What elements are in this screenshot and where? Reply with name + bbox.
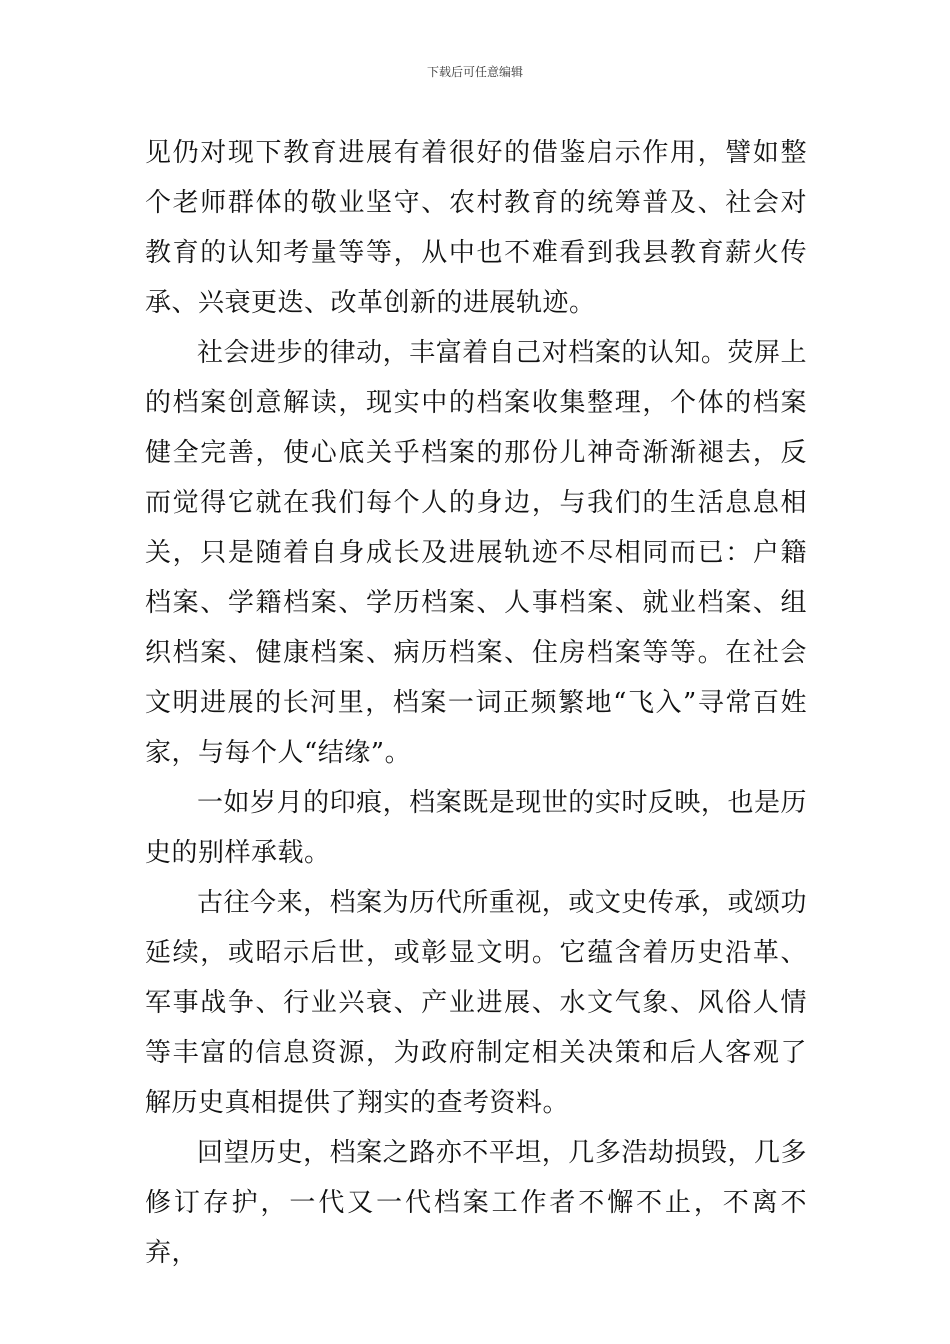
paragraph-1: 见仍对现下教育进展有着很好的借鉴启示作用，譬如整个老师群体的敬业坚守、农村教育的统筹普及、社会对教育的认知考量等等，从中也不难看到我县教育薪火传承、兴衰更迭、改革创新的进展轨迹。 [145, 138, 807, 318]
page-header: 下载后可任意编辑 [426, 65, 523, 79]
paragraph-4: 古往今来，档案为历代所重视，或文史传承，或颂功延续，或昭示后世，或彰显文明。它蕴含着历史沿革、军事战争、行业兴衰、产业进展、水文气象、风俗人情等丰富的信息资源，为政府制定相关决策和后人客观了解历史真相提供了翔实的查考资料。 [145, 888, 807, 1118]
paragraph-3: 一如岁月的印痕，档案既是现世的实时反映，也是历史的别样承载。 [145, 788, 807, 868]
document-body [145, 128, 807, 1278]
paragraph-5: 回望历史，档案之路亦不平坦，几多浩劫损毁，几多修订存护，一代又一代档案工作者不懈不止，不离不弃， [145, 1138, 807, 1268]
paragraph-2: 社会进步的律动，丰富着自己对档案的认知。荧屏上的档案创意解读，现实中的档案收集整理，个体的档案健全完善，使心底关乎档案的那份儿神奇渐渐褪去，反而觉得它就在我们每个人的身边，与我们的生活息息相关，只是随着自身成长及进展轨迹不尽相同而已：户籍档案、学籍档案、学历档案、人事档案、就业档案、组织档案、健康档案、病历档案、住房档案等等。在社会文明进展的长河里，档案一词正频繁地“飞入”寻常百姓家，与每个人“结缘”。 [145, 338, 807, 768]
